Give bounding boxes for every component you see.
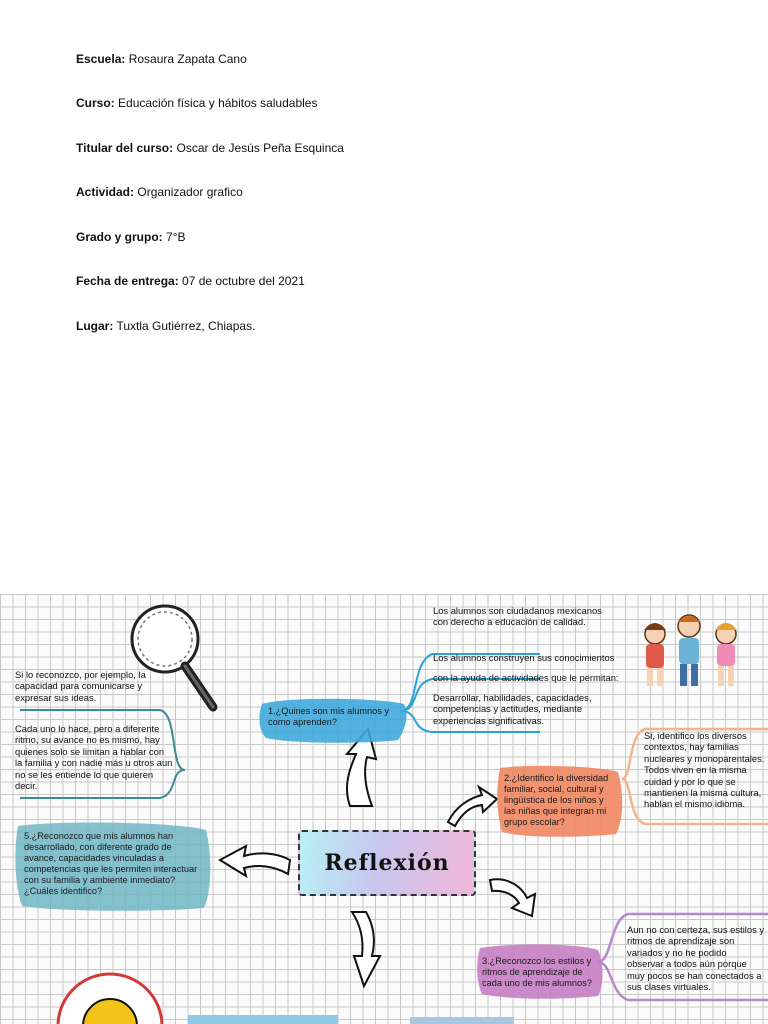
- question-2-node: 2.¿Identifico la diversidad familiar, social, cultural y lingüística de los niños y las niñas que integran mi grupo escolar?: [504, 773, 609, 827]
- date-line: [76, 274, 305, 288]
- course-label: Curso:: [76, 96, 115, 110]
- q1-answer-4: Desarrollar, habilidades, capacidades, competencias y actitudes, mediante experiencias significativas.: [433, 692, 592, 726]
- q3-answer: Aun no con certeza, sus estilos y ritmos de aprendizaje son variados y no he podido observar a todos aún porque muy pocos se han conectados a sus clases virtuales.: [627, 924, 765, 993]
- activity-value: Organizador grafico: [137, 185, 243, 199]
- graphic-organizer: [0, 594, 768, 1024]
- arrow-down-icon: [352, 912, 380, 986]
- school-line: [76, 52, 247, 66]
- center-title: Reflexión: [324, 850, 450, 876]
- teacher-label: Titular del curso:: [76, 141, 174, 155]
- course-value: Educación física y hábitos saludables: [118, 96, 318, 110]
- activity-label: Actividad:: [76, 185, 135, 199]
- school-label: Escuela:: [76, 52, 126, 66]
- q1-answer-3: con la ayuda de actividades que le permitan:: [433, 672, 619, 683]
- q5-answer-1: Si lo reconozco, por ejemplo, la capacidad para comunicarse y expresar sus ideas.: [15, 669, 146, 703]
- q1-answer-2: Los alumnos construyen sus conocimientos: [433, 652, 615, 663]
- course-line: [76, 96, 317, 110]
- arrow-right-up-icon: [448, 787, 497, 826]
- place-value: Tuxtla Gutiérrez, Chiapas.: [116, 319, 256, 333]
- arrow-left-icon: [220, 846, 290, 876]
- kids-illustration-icon: [644, 615, 737, 686]
- teacher-value: Oscar de Jesús Peña Esquinca: [176, 141, 344, 155]
- place-label: Lugar:: [76, 319, 114, 333]
- activity-line: [76, 185, 243, 199]
- place-line: [76, 319, 255, 333]
- q5-answer-2: Cada uno lo hace, pero a diferente ritmo, su avance no es mismo, hay quienes solo se limitan a hablar con la familia y con nadie más u otros aun no se les entiende lo que quieren decir.: [15, 723, 173, 792]
- center-node: [298, 830, 476, 896]
- school-value: Rosaura Zapata Cano: [128, 52, 247, 66]
- q1-answer-1: Los alumnos son ciudadanos mexicanos con derecho a educación de calidad.: [433, 605, 602, 628]
- q2-answer: Si, identifico los diversos contextos, hay familias nucleares y monoparentales. Todos viven en la misma cuidad y por lo que se mantienen la misma cultura, hablan el mismo idioma.: [644, 730, 765, 810]
- grade-line: [76, 230, 186, 244]
- teacher-line: [76, 141, 344, 155]
- bottom-emblem-icon: [58, 974, 162, 1024]
- grade-label: Grado y grupo:: [76, 230, 163, 244]
- question-5-node: 5.¿Reconozco que mis alumnos han desarrollado, con diferente grado de avance, capacidades vinculadas a competencias que les permiten interactuar con su familia y ambiente inmediato? ¿Cuáles identifico?: [24, 831, 198, 896]
- question-3-node: 3.¿Reconozco los estilos y ritmos de aprendizaje de cada uno de mis alumnos?: [482, 956, 592, 988]
- grade-value: 7°B: [166, 230, 186, 244]
- date-value: 07 de octubre del 2021: [182, 274, 305, 288]
- arrow-right-down-icon: [490, 879, 535, 916]
- date-label: Fecha de entrega:: [76, 274, 179, 288]
- question-1-node: 1.¿Quines son mis alumnos y como aprenden?: [268, 706, 390, 727]
